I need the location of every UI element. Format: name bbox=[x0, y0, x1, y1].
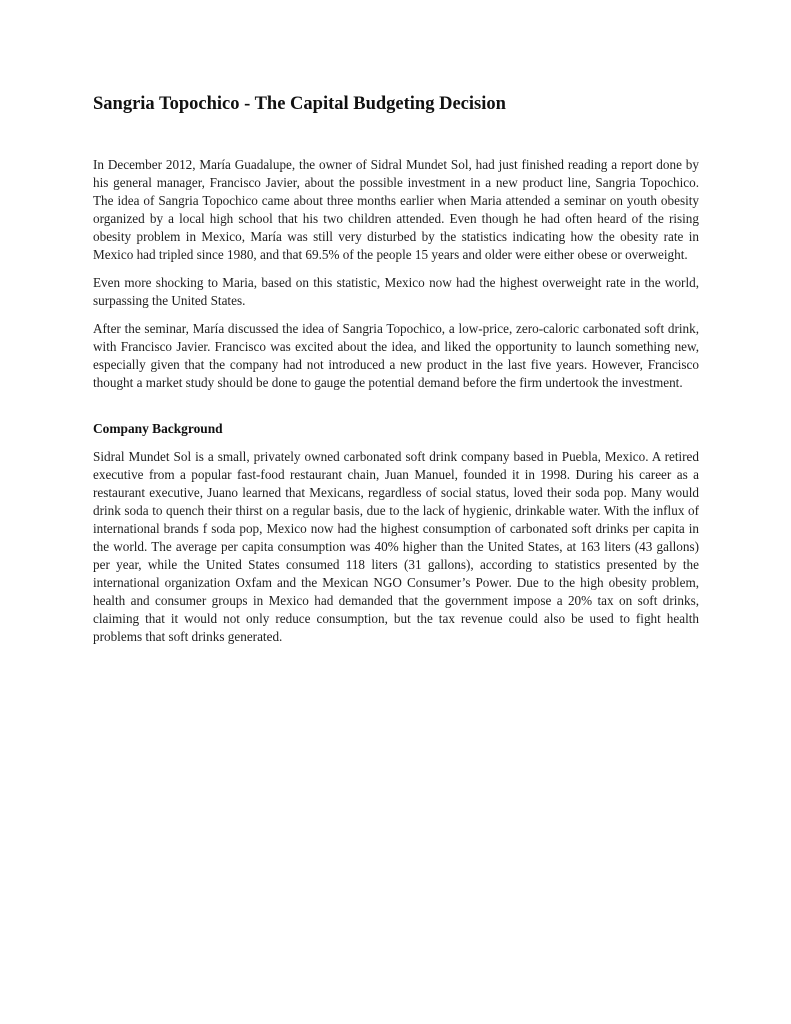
document-page bbox=[93, 92, 699, 656]
intro-paragraph-1: In December 2012, María Guadalupe, the owner of Sidral Mundet Sol, had just finished reading a report done by his general manager, Francisco Javier, about the possible investment in a new product line, Sangria Topochico. The idea of Sangria Topochico came about three months earlier when Maria attended a seminar on youth obesity organized by a local high school that his two children attended. Even though he had often heard of the rising obesity problem in Mexico, María was still very disturbed by the statistics indicating how the obesity rate in Mexico had tripled since 1980, and that 69.5% of the people 15 years and older were either obese or overweight. bbox=[93, 157, 699, 262]
section-heading-company-background: Company Background bbox=[93, 421, 223, 436]
intro-paragraph-3: After the seminar, María discussed the idea of Sangria Topochico, a low-price, zero-caloric carbonated soft drink, with Francisco Javier. Francisco was excited about the idea, and liked the opportunity to launch something new, especially given that the company had not introduced a new product in the last five years. However, Francisco thought a market study should be done to gauge the potential demand before the firm undertook the investment. bbox=[93, 321, 699, 390]
document-title: Sangria Topochico - The Capital Budgeting Decision bbox=[93, 94, 506, 114]
company-background-paragraph: Sidral Mundet Sol is a small, privately owned carbonated soft drink company based in Puebla, Mexico. A retired executive from a popular fast-food restaurant chain, Juan Manuel, founded it in 1998. During his career as a restaurant executive, Juano learned that Mexicans, regardless of social status, loved their soda pop. Many would drink soda to quench their thirst on a regular basis, due to the lack of hygienic, drinkable water. With the influx of international brands f soda pop, Mexico now had the highest consumption of carbonated soft drinks per capita in the world. The average per capita consumption was 40% higher than the United States, at 163 liters (43 gallons) per year, while the United States consumed 118 liters (31 gallons), according to statistics presented by the international organization Oxfam and the Mexican NGO Consumer’s Power. Due to the high obesity problem, health and consumer groups in Mexico had demanded that the government impose a 20% tax on soft drinks, claiming that it would not only reduce consumption, but the tax revenue could also be used to fight health problems that soft drinks generated. bbox=[93, 449, 699, 644]
intro-paragraph-2: Even more shocking to Maria, based on this statistic, Mexico now had the highest overweight rate in the world, surpassing the United States. bbox=[93, 275, 699, 308]
